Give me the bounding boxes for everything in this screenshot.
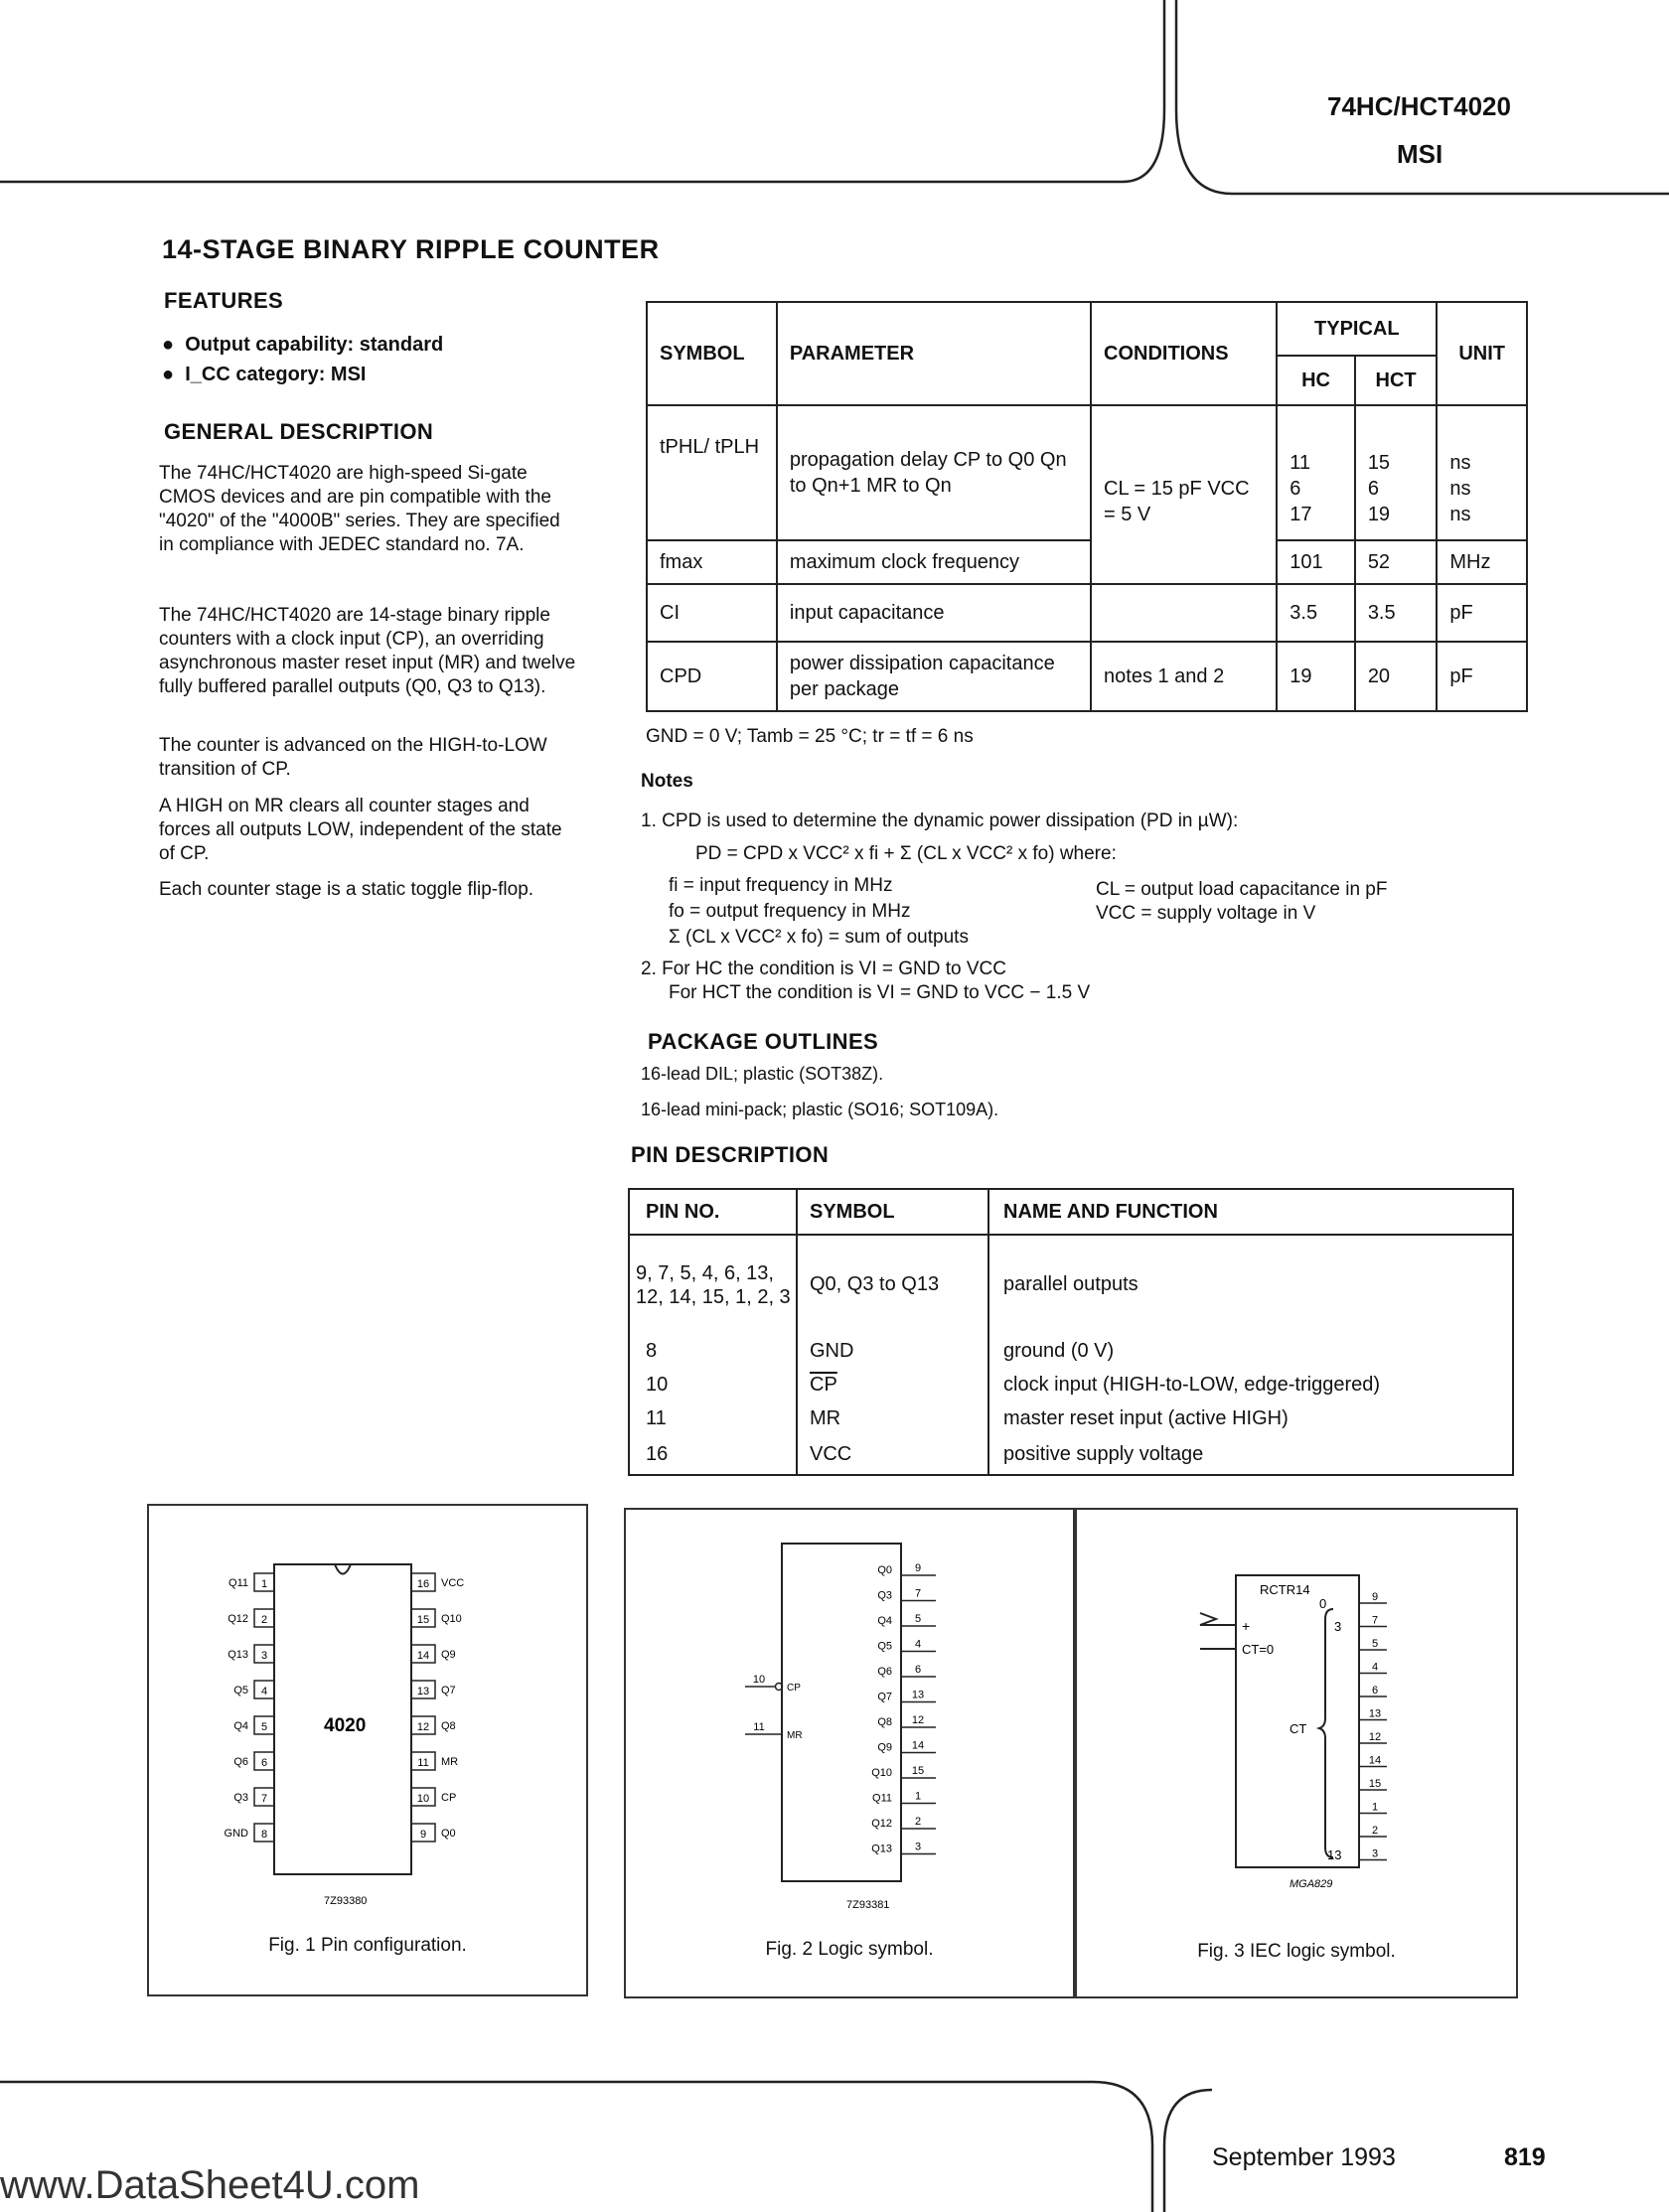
figure-2-caption: Fig. 2 Logic symbol. bbox=[765, 1939, 934, 1960]
output-symbol: Q12 bbox=[871, 1818, 892, 1830]
description-para-2: The 74HC/HCT4020 are 14-stage binary ripple counters with a clock input (CP), an overriding asynchronous master reset input (MR) and twelve fully buffered parallel outputs (Q0, Q3 to Q13). bbox=[159, 605, 576, 697]
description-para-5: Each counter stage is a static toggle flip-flop. bbox=[159, 879, 534, 900]
cell-pin-no: 16 bbox=[629, 1435, 797, 1475]
iec-ct: CT bbox=[1290, 1721, 1307, 1736]
pin-configuration-diagram bbox=[149, 1506, 586, 1933]
cell-pin-symbol: Q0, Q3 to Q13 bbox=[797, 1235, 988, 1334]
cell-pin-symbol: VCC bbox=[797, 1435, 988, 1475]
input-symbol: MR bbox=[787, 1730, 803, 1741]
cell-symbol: CI bbox=[647, 584, 777, 642]
cell-pin-name: parallel outputs bbox=[1003, 1273, 1138, 1295]
cell-hct: 20 bbox=[1355, 642, 1438, 711]
figure-logic-symbol bbox=[624, 1508, 1075, 1998]
table-row bbox=[647, 584, 1527, 642]
cell-pin-no: 9, 7, 5, 4, 6, 13, 12, 14, 15, 1, 2, 3 bbox=[629, 1235, 797, 1334]
header-part-number: 74HC/HCT4020 bbox=[1327, 91, 1511, 121]
col-pin-name: NAME AND FUNCTION bbox=[1003, 1200, 1218, 1223]
pin-number: 10 bbox=[752, 1674, 766, 1686]
feature-text: I_CC category: MSI bbox=[185, 364, 367, 385]
pin-number: 15 bbox=[911, 1765, 925, 1777]
pin-symbol: Q6 bbox=[233, 1756, 248, 1768]
cell-pin-symbol: MR bbox=[797, 1401, 988, 1435]
col-symbol: SYMBOL bbox=[647, 302, 777, 405]
feature-item-output: ● Output capability: standard bbox=[162, 334, 444, 356]
description-para-1: The 74HC/HCT4020 are high-speed Si-gate CMOS devices and are pin compatible with the "4020" of the "4000B" series. They are specified in compliance with JEDEC standard no. 7A. bbox=[159, 463, 560, 555]
pin-symbol: CP bbox=[441, 1792, 457, 1804]
cell-symbol: tPHL/ tPLH bbox=[647, 405, 777, 540]
general-description-heading: GENERAL DESCRIPTION bbox=[164, 419, 434, 444]
table-row bbox=[629, 1435, 1513, 1475]
pin-number: 3 bbox=[1371, 1847, 1379, 1860]
feature-item-icc: ● I_CC category: MSI bbox=[162, 364, 367, 385]
footer-page-number: 819 bbox=[1504, 2143, 1546, 2171]
note-1: 1. CPD is used to determine the dynamic power dissipation (PD in µW): bbox=[641, 811, 1239, 831]
pin-number: 5 bbox=[1371, 1638, 1379, 1650]
pin-number: 9 bbox=[1371, 1591, 1379, 1603]
pin-number: 2 bbox=[1371, 1825, 1379, 1837]
table-row bbox=[647, 540, 1527, 584]
iec-logic-symbol-diagram bbox=[1077, 1510, 1516, 1937]
output-symbol: Q7 bbox=[877, 1691, 892, 1703]
description-para-3: The counter is advanced on the HIGH-to-LOW transition of CP. bbox=[159, 735, 547, 780]
cell-pin-no: 8 bbox=[629, 1334, 797, 1368]
cell-pin-symbol: $\overline{CP}$ bbox=[797, 1368, 988, 1401]
cell-unit: MHz bbox=[1437, 540, 1527, 584]
pin-number: 12 bbox=[416, 1721, 430, 1733]
col-typical: TYPICAL bbox=[1277, 302, 1437, 356]
table-row bbox=[629, 1401, 1513, 1435]
pin-number: 4 bbox=[914, 1638, 922, 1651]
note-fi: fi = input frequency in MHz bbox=[669, 875, 893, 896]
note-fo: fo = output frequency in MHz bbox=[669, 901, 911, 922]
pin-number: 3 bbox=[260, 1650, 268, 1662]
pin-number: 10 bbox=[416, 1793, 430, 1805]
cell-unit: pF bbox=[1437, 642, 1527, 711]
note-2a: 2. For HC the condition is VI = GND to VCC bbox=[641, 959, 1006, 979]
pin-number: 8 bbox=[260, 1829, 268, 1841]
col-pin-no: PIN NO. bbox=[629, 1189, 797, 1235]
pin-number: 6 bbox=[1371, 1685, 1379, 1696]
pin-number: 14 bbox=[416, 1650, 430, 1662]
pin-symbol: Q4 bbox=[233, 1720, 248, 1732]
note-cl: CL = output load capacitance in pF bbox=[1096, 879, 1388, 900]
table-row bbox=[629, 1334, 1513, 1368]
pin-symbol: Q8 bbox=[441, 1720, 456, 1732]
pin-number: 11 bbox=[753, 1721, 765, 1733]
cell-hc: 19 bbox=[1277, 642, 1355, 711]
output-symbol: Q4 bbox=[877, 1615, 892, 1627]
cell-hct: 52 bbox=[1355, 540, 1438, 584]
pin-number: 1 bbox=[260, 1578, 268, 1590]
cell-parameter: power dissipation capacitance per package bbox=[777, 642, 1091, 711]
cell-symbol: CPD bbox=[647, 642, 777, 711]
characteristics-table bbox=[646, 301, 1528, 712]
cell-conditions: CL = 15 pF VCC = 5 V bbox=[1091, 405, 1277, 584]
note-1-formula: PD = CPD x VCC² x fi + Σ (CL x VCC² x fo) where: bbox=[695, 843, 1117, 864]
input-symbol: CP bbox=[787, 1683, 801, 1694]
feature-text: Output capability: standard bbox=[185, 334, 444, 356]
header-category: MSI bbox=[1397, 139, 1443, 169]
pin-number: 7 bbox=[260, 1793, 268, 1805]
figure-1-caption: Fig. 1 Pin configuration. bbox=[268, 1935, 467, 1956]
pin-number: 7 bbox=[914, 1587, 922, 1600]
cell-pin-name: ground (0 V) bbox=[1003, 1339, 1115, 1362]
table-row bbox=[647, 642, 1527, 711]
table-footnote: GND = 0 V; Tamb = 25 °C; tr = tf = 6 ns bbox=[646, 726, 974, 747]
cell-parameter: maximum clock frequency bbox=[777, 540, 1091, 584]
iec-bit-13: 13 bbox=[1327, 1847, 1342, 1862]
col-conditions: CONDITIONS bbox=[1091, 302, 1277, 405]
col-parameter: PARAMETER bbox=[777, 302, 1091, 405]
output-symbol: Q0 bbox=[877, 1564, 892, 1576]
iec-label: RCTR14 bbox=[1260, 1582, 1310, 1597]
output-symbol: Q13 bbox=[871, 1843, 892, 1855]
pin-number: 6 bbox=[260, 1757, 268, 1769]
pin-number: 13 bbox=[911, 1689, 925, 1701]
figure-code: 7Z93380 bbox=[324, 1895, 368, 1907]
logic-symbol-diagram bbox=[626, 1510, 1073, 1937]
pin-number: 1 bbox=[914, 1790, 922, 1803]
cell-unit: ns ns ns bbox=[1437, 405, 1527, 540]
col-unit: UNIT bbox=[1437, 302, 1527, 405]
cell-pin-name: positive supply voltage bbox=[1003, 1443, 1204, 1465]
cell-hc: 101 bbox=[1277, 540, 1355, 584]
pin-number: 3 bbox=[914, 1841, 922, 1853]
pin-symbol: Q10 bbox=[441, 1613, 462, 1625]
output-symbol: Q5 bbox=[877, 1640, 892, 1653]
pin-number: 4 bbox=[260, 1686, 268, 1697]
cell-pin-name: clock input (HIGH-to-LOW, edge-triggered) bbox=[1003, 1373, 1381, 1396]
figure-iec-logic-symbol bbox=[1075, 1508, 1518, 1998]
table-row bbox=[647, 405, 1527, 540]
notes-heading: Notes bbox=[641, 771, 693, 792]
pin-number: 15 bbox=[1368, 1778, 1382, 1790]
table-row bbox=[629, 1368, 1513, 1401]
pin-number: 13 bbox=[1368, 1707, 1382, 1720]
cell-conditions: notes 1 and 2 bbox=[1091, 642, 1277, 711]
output-symbol: Q10 bbox=[871, 1767, 892, 1779]
cell-hc: 11 6 17 bbox=[1277, 405, 1355, 540]
cell-parameter: input capacitance bbox=[777, 584, 1091, 642]
pin-symbol: Q11 bbox=[228, 1577, 248, 1589]
pin-number: 12 bbox=[911, 1714, 925, 1726]
pin-number: 12 bbox=[1368, 1731, 1382, 1743]
description-para-4: A HIGH on MR clears all counter stages and forces all outputs LOW, independent of the state of CP. bbox=[159, 796, 562, 864]
pin-number: 6 bbox=[914, 1664, 922, 1676]
col-pin-symbol: SYMBOL bbox=[797, 1189, 988, 1235]
pin-symbol: Q3 bbox=[233, 1792, 248, 1804]
cell-hct: 3.5 bbox=[1355, 584, 1438, 642]
pin-number: 1 bbox=[1371, 1801, 1379, 1814]
pin-number: 14 bbox=[1368, 1754, 1382, 1767]
figure-pin-configuration bbox=[147, 1504, 588, 1996]
iec-ct0: CT=0 bbox=[1242, 1642, 1275, 1657]
pin-symbol: Q0 bbox=[441, 1828, 456, 1840]
figure-3-caption: Fig. 3 IEC logic symbol. bbox=[1197, 1941, 1396, 1962]
chip-label: 4020 bbox=[324, 1715, 367, 1736]
cell-unit: pF bbox=[1437, 584, 1527, 642]
cell-conditions bbox=[1091, 584, 1277, 642]
cell-pin-no: 11 bbox=[629, 1401, 797, 1435]
pin-number: 5 bbox=[260, 1721, 268, 1733]
pin-number: 13 bbox=[416, 1686, 430, 1697]
pin-symbol: Q12 bbox=[228, 1613, 248, 1625]
note-vcc: VCC = supply voltage in V bbox=[1096, 903, 1316, 924]
table-row bbox=[629, 1235, 1513, 1334]
pin-number: 14 bbox=[911, 1739, 925, 1752]
figure-code: MGA829 bbox=[1290, 1878, 1333, 1890]
pin-symbol: Q7 bbox=[441, 1685, 456, 1696]
pin-number: 5 bbox=[914, 1613, 922, 1625]
pin-number: 11 bbox=[417, 1757, 429, 1769]
footer-date: September 1993 bbox=[1212, 2143, 1396, 2171]
pin-symbol: MR bbox=[441, 1756, 459, 1768]
output-symbol: Q11 bbox=[872, 1792, 892, 1805]
iec-bit-0: 0 bbox=[1319, 1596, 1327, 1611]
pin-description-table bbox=[628, 1188, 1514, 1476]
output-symbol: Q9 bbox=[877, 1741, 892, 1754]
package-line-1: 16-lead DIL; plastic (SOT38Z). bbox=[641, 1064, 884, 1084]
pin-number: 2 bbox=[260, 1614, 268, 1626]
pin-number: 15 bbox=[416, 1614, 430, 1626]
iec-bit-3: 3 bbox=[1334, 1619, 1342, 1634]
features-heading: FEATURES bbox=[164, 288, 284, 313]
note-2b: For HCT the condition is VI = GND to VCC − 1.5 V bbox=[669, 982, 1091, 1003]
pin-number: 2 bbox=[914, 1816, 922, 1828]
pin-number: 16 bbox=[416, 1578, 430, 1590]
col-hct: HCT bbox=[1355, 356, 1438, 405]
pin-number: 4 bbox=[1371, 1661, 1379, 1674]
package-heading: PACKAGE OUTLINES bbox=[648, 1029, 879, 1054]
col-hc: HC bbox=[1277, 356, 1355, 405]
pin-symbol: GND bbox=[224, 1828, 248, 1840]
output-symbol: Q3 bbox=[877, 1589, 892, 1602]
pin-symbol: Q5 bbox=[233, 1685, 248, 1696]
pin-number: 7 bbox=[1371, 1614, 1379, 1627]
cell-pin-symbol: GND bbox=[797, 1334, 988, 1368]
iec-plus: + bbox=[1242, 1618, 1251, 1634]
page-title: 14-STAGE BINARY RIPPLE COUNTER bbox=[162, 234, 660, 264]
output-symbol: Q6 bbox=[877, 1666, 892, 1678]
cell-hct: 15 6 19 bbox=[1355, 405, 1438, 540]
cell-parameter: propagation delay CP to Q0 Qn to Qn+1 MR to Qn bbox=[777, 405, 1091, 540]
cell-pin-no: 10 bbox=[629, 1368, 797, 1401]
cell-pin-name: master reset input (active HIGH) bbox=[1003, 1406, 1289, 1429]
pin-number: 9 bbox=[914, 1562, 922, 1574]
pin-symbol: Q9 bbox=[441, 1649, 456, 1661]
figure-code: 7Z93381 bbox=[846, 1899, 890, 1911]
note-sum: Σ (CL x VCC² x fo) = sum of outputs bbox=[669, 927, 969, 948]
pin-description-heading: PIN DESCRIPTION bbox=[631, 1142, 830, 1167]
cell-hc: 3.5 bbox=[1277, 584, 1355, 642]
pin-number: 9 bbox=[419, 1829, 427, 1841]
pin-symbol: VCC bbox=[441, 1577, 465, 1589]
output-symbol: Q8 bbox=[877, 1716, 892, 1728]
watermark-link[interactable]: www.DataSheet4U.com bbox=[0, 2163, 420, 2207]
cell-symbol: fmax bbox=[647, 540, 777, 584]
package-line-2: 16-lead mini-pack; plastic (SO16; SOT109A). bbox=[641, 1100, 999, 1119]
pin-symbol: Q13 bbox=[228, 1649, 248, 1661]
